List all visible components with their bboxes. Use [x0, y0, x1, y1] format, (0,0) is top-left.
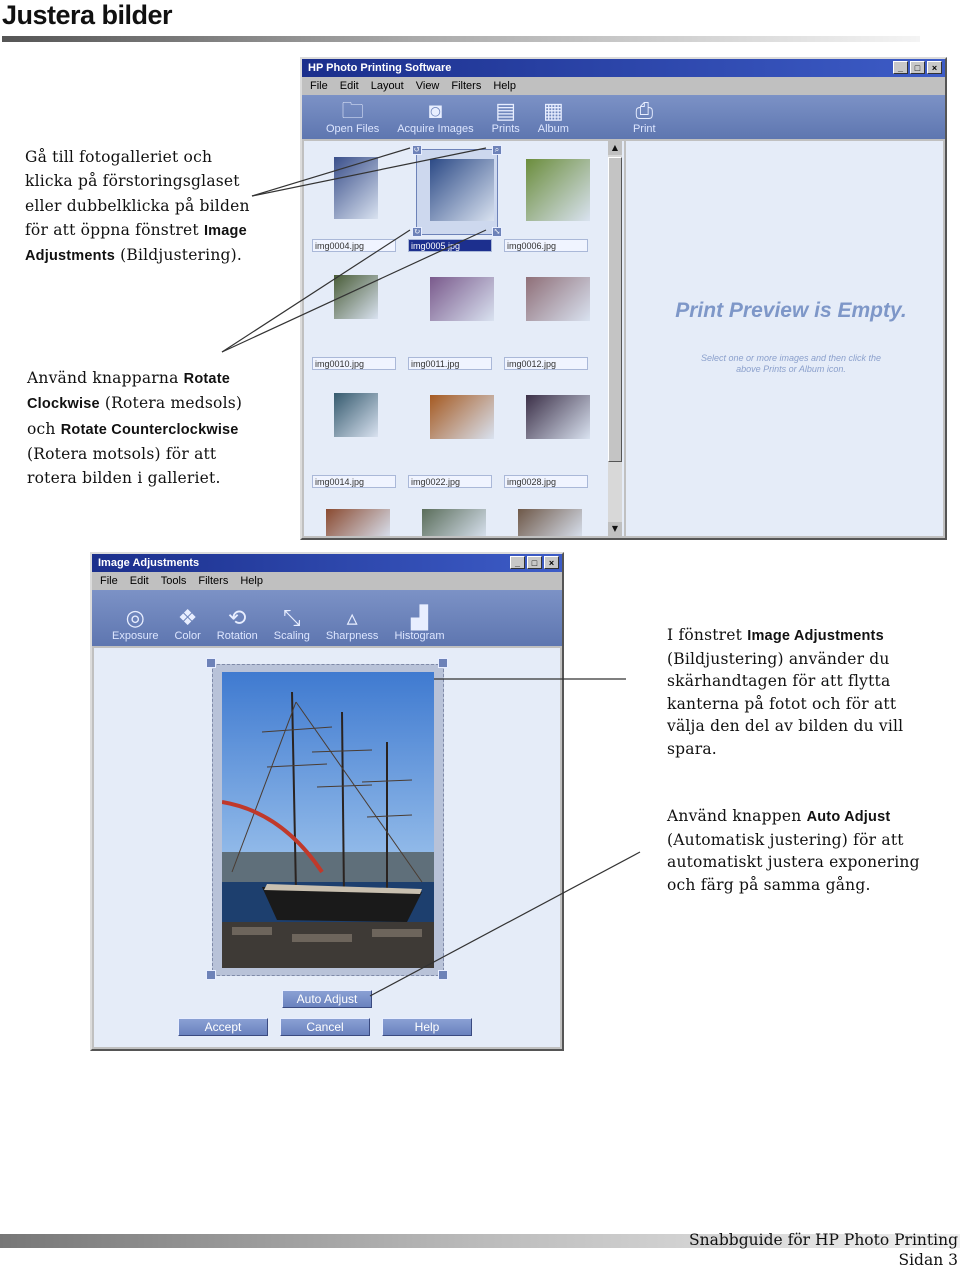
callout-1-bold: Image Adjustments: [25, 222, 247, 265]
minimize-icon[interactable]: _: [893, 61, 908, 74]
menu-edit[interactable]: Edit: [339, 80, 359, 92]
footer-page-number: Sidan 3: [898, 1251, 958, 1269]
gallery-thumbnail-label[interactable]: img0005.jpg: [408, 239, 492, 252]
exposure-label: Exposure: [112, 630, 159, 642]
callout-2-text-mid: (Rotera medsols) och: [27, 394, 243, 438]
callout-3-text-end: (Bildjustering) använder du skärhandtagen för att flytta kanterna på fotot och för att välja den del av bilden du vill spara.: [667, 649, 904, 758]
connector-1b: [252, 148, 486, 196]
gallery-thumbnail-label[interactable]: img0004.jpg: [312, 239, 396, 252]
menu-layout[interactable]: Layout: [370, 80, 404, 92]
histogram-icon: ▟: [411, 605, 428, 630]
accept-button[interactable]: Accept: [178, 1018, 268, 1036]
gallery-thumbnail-label[interactable]: img0012.jpg: [504, 357, 588, 370]
callout-2-bold-ccw: Rotate Counterclockwise: [60, 421, 239, 438]
auto-adjust-button[interactable]: Auto Adjust: [282, 990, 372, 1008]
camera-icon: ◙: [428, 98, 443, 123]
menu-view[interactable]: View: [415, 80, 440, 92]
menu-filters[interactable]: Filters: [198, 575, 229, 587]
callout-2-bold-cw: Rotate Clockwise: [27, 371, 230, 413]
callout-4-text-end: (Automatisk justering) för att automatiskt justera exponering och färg på samma gång.: [667, 830, 920, 894]
magnifier-icon[interactable]: ⌕: [492, 145, 502, 155]
menu-file[interactable]: File: [310, 80, 328, 92]
rotation-icon: ⟲: [228, 605, 247, 630]
callout-3-bold: Image Adjustments: [747, 628, 884, 644]
callout-1-text-end: (Bildjustering).: [115, 246, 243, 265]
scroll-down-icon[interactable]: ▼: [608, 522, 622, 536]
color-icon: ❖: [177, 605, 198, 630]
gallery-thumbnail-label[interactable]: img0014.jpg: [312, 475, 396, 488]
gallery-thumbnail-label[interactable]: img0006.jpg: [504, 239, 588, 252]
menu-edit[interactable]: Edit: [129, 575, 149, 587]
connector-2a: [222, 230, 410, 352]
menu-filters[interactable]: Filters: [451, 80, 482, 92]
footer-guide-title: Snabbguide för HP Photo Printing: [689, 1231, 958, 1249]
maximize-icon[interactable]: □: [910, 61, 925, 74]
menu-help[interactable]: Help: [493, 80, 516, 92]
rotation-label: Rotation: [216, 630, 258, 642]
help-button[interactable]: Help: [382, 1018, 472, 1036]
ia-window-title: Image Adjustments: [98, 557, 200, 569]
close-icon[interactable]: ×: [927, 61, 942, 74]
connector-2b: [222, 230, 486, 352]
sharpness-icon: ▵: [346, 605, 358, 630]
album-label: Album: [537, 123, 569, 135]
menu-tools[interactable]: Tools: [160, 575, 187, 587]
album-icon: ▦: [542, 98, 564, 123]
preview-empty-hint: Select one or more images and then click the above Prints or Album icon.: [700, 353, 882, 374]
callout-4-bold: Auto Adjust: [806, 809, 891, 825]
callout-2-text-end: (Rotera motsols) för att rotera bilden i galleriet.: [27, 444, 221, 488]
preview-empty-title: Print Preview is Empty.: [675, 299, 907, 322]
callout-4-text: Använd knappen: [667, 807, 807, 825]
folder-icon: 🗀: [341, 98, 364, 123]
callout-2-text: Använd knapparna: [27, 369, 184, 387]
sharpness-label: Sharpness: [325, 630, 379, 642]
callout-1-text: Gå till fotogalleriet och klicka på förstoringsglaset eller dubbelklicka på bilden för att öppna fönstret: [25, 148, 250, 239]
gallery-thumbnail-label[interactable]: img0011.jpg: [408, 357, 492, 370]
minimize-icon[interactable]: _: [510, 556, 525, 569]
menu-help[interactable]: Help: [240, 575, 263, 587]
cancel-button[interactable]: Cancel: [280, 1018, 370, 1036]
gallery-thumbnail-label[interactable]: img0022.jpg: [408, 475, 492, 488]
scroll-up-icon[interactable]: ▲: [608, 141, 622, 155]
callout-3-text: I fönstret: [667, 626, 748, 644]
rotate-clockwise-icon[interactable]: ↻: [413, 227, 421, 236]
connector-4: [370, 852, 640, 996]
scaling-icon: ⤡: [283, 605, 301, 630]
rotate-counterclockwise-icon[interactable]: ↺: [413, 145, 421, 154]
menu-file[interactable]: File: [100, 575, 118, 587]
acquire-images-label: Acquire Images: [397, 123, 474, 135]
prints-icon: ▤: [495, 98, 517, 123]
gallery-thumbnail-label[interactable]: img0010.jpg: [312, 357, 396, 370]
connector-1a: [252, 148, 410, 196]
print-label: Print: [632, 123, 656, 135]
page-title: Justera bilder: [2, 0, 173, 30]
gallery-thumbnail-label[interactable]: img0028.jpg: [504, 475, 588, 488]
exposure-icon: ◎: [125, 605, 145, 630]
prints-label: Prints: [491, 123, 520, 135]
hp-window-title: HP Photo Printing Software: [308, 62, 452, 74]
maximize-icon[interactable]: □: [527, 556, 542, 569]
color-label: Color: [174, 630, 201, 642]
printer-icon: ⎙: [635, 98, 654, 123]
histogram-label: Histogram: [394, 630, 445, 642]
scaling-label: Scaling: [273, 630, 310, 642]
open-files-label: Open Files: [326, 123, 380, 135]
resize-icon[interactable]: ⤡: [493, 227, 501, 236]
close-icon[interactable]: ×: [544, 556, 559, 569]
